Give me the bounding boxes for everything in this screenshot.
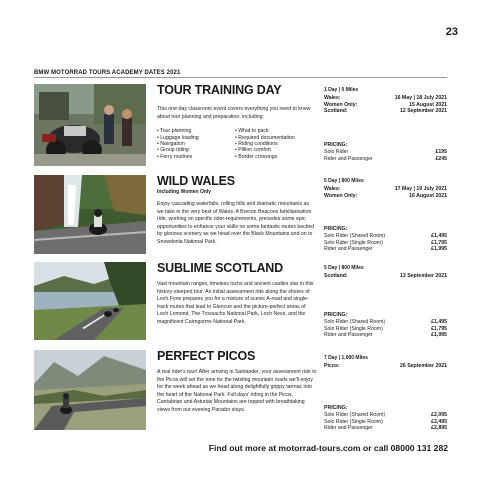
- date-row: [324, 363, 447, 370]
- contact-footer: Find out more at motorrad-tours.com or call 08000 131 282: [208, 443, 448, 453]
- date-value: 12 September 2021: [399, 108, 447, 114]
- date-value: 17 May | 19 July 2021: [394, 186, 447, 192]
- date-label: Women Only:: [324, 192, 358, 199]
- price-value: £1,995: [431, 246, 447, 252]
- price-row: [324, 332, 447, 339]
- price-label: Solo Rider (Single Room): [324, 418, 383, 425]
- date-value: 13 September 2021: [399, 273, 447, 279]
- date-row: [324, 108, 447, 115]
- pricing-label: PRICING:: [324, 312, 348, 318]
- date-row: [324, 273, 447, 280]
- date-value: 15 August 2021: [409, 101, 447, 108]
- tour-duration: 5 Day | 800 Miles: [324, 178, 364, 184]
- section-title: BMW MOTORRAD TOURS ACADEMY DATES 2021: [34, 70, 181, 76]
- list-item: • Navigation: [157, 141, 185, 147]
- tour-description: Vast mountain ranges, timeless lochs and ancient castles star in this history-steeped tour. An initial assessment ride along the shores of Loch Fyne prepares you for a mixture of scenic A-road and single-track routes that lead to Glencoe and the picture-perfect areas of Loch Lomond, The Trossachs National Park, Loch Ness, and the magnificent Cairngorms National Park.: [157, 281, 314, 325]
- riders-with-motorcycles-photo: [34, 84, 146, 166]
- price-value: £1,495: [431, 233, 447, 239]
- list-item: • What to pack: [235, 128, 269, 135]
- price-label: Rider and Passenger: [324, 425, 373, 431]
- price-value: £1,995: [431, 332, 447, 338]
- price-value: £195: [435, 149, 447, 155]
- price-label: Solo Rider (Single Room): [324, 239, 383, 246]
- topic-list: [157, 128, 317, 160]
- list-item: • Tour planning: [157, 128, 192, 135]
- date-label: Scotland:: [324, 108, 348, 114]
- price-label: Rider and Passenger: [324, 155, 373, 162]
- tour-sublime-scotland: [34, 262, 447, 346]
- tour-title: WILD WALES: [157, 174, 235, 188]
- tour-title: SUBLIME SCOTLAND: [157, 261, 283, 275]
- price-label: Solo Rider (Single Room): [324, 325, 383, 332]
- tour-duration: 7 Day | 1,000 Miles: [324, 355, 368, 361]
- date-row: [324, 193, 447, 200]
- price-value: £2,495: [431, 418, 447, 425]
- date-label: Wales:: [324, 95, 341, 101]
- tour-title: PERFECT PICOS: [157, 349, 256, 363]
- waterfall-road-photo: [34, 175, 146, 254]
- price-value: £1,495: [431, 319, 447, 325]
- price-label: Solo Rider (Shared Room): [324, 412, 386, 418]
- price-row: [324, 156, 447, 163]
- loch-road-photo: [34, 262, 146, 340]
- list-item: • Border crossings: [235, 153, 278, 160]
- price-label: Rider and Passenger: [324, 246, 373, 252]
- pricing-label: PRICING:: [324, 142, 348, 148]
- price-label: Rider and Passenger: [324, 332, 373, 338]
- price-row: [324, 246, 447, 253]
- date-label: Scotland:: [324, 273, 348, 279]
- price-value: £245: [435, 155, 447, 162]
- list-item: • Ferry routines: [157, 153, 193, 160]
- mountain-road-photo: [34, 350, 146, 430]
- tour-wild-wales: [34, 175, 447, 260]
- price-row: [324, 425, 447, 432]
- date-label: Wales:: [324, 186, 341, 192]
- list-item: • Riding conditions: [235, 141, 278, 147]
- price-label: Solo Rider (Shared Room): [324, 233, 386, 239]
- price-value: £1,795: [431, 325, 447, 332]
- tour-training-day: [34, 84, 447, 174]
- tour-duration: 5 Day | 800 Miles: [324, 265, 364, 271]
- tour-description: Enjoy cascading waterfalls, rolling hills and dramatic mountains as we take in the very best of Wales. A Brecon Beacons familiarisation ride, working on specific rider-requirements, precedes some epic opportunities to enhance your skills on some fantastic routes backed by glorious scenery as we head over the Black Mountains and on to Snowdonia National Park.: [157, 201, 315, 245]
- tour-subtitle: Including Women Only: [157, 189, 212, 195]
- date-value: 26 September 2021: [399, 363, 447, 369]
- list-item: • Required documentation: [235, 134, 295, 141]
- page-number: 23: [445, 26, 458, 38]
- date-label: Women Only:: [324, 101, 358, 108]
- tour-duration: 1 Day | 0 Miles: [324, 87, 359, 93]
- price-label: Solo Rider: [324, 149, 349, 155]
- date-label: Picos:: [324, 363, 340, 369]
- tour-description: A real rider's tour! After arriving in Santander, your assessment ride to the Picos will set the tone for the twisting mountain roads we'll enjoy for the week ahead as we head along delightfully grippy tarmac into the heart of the National Park. Full days' riding in the Picos, Cantabrian and Asturias Mountains are topped with breathtaking views from our evening Parador stays.: [157, 369, 317, 413]
- list-item: • Luggage loading: [157, 134, 199, 141]
- tour-description: This one-day classroom event covers everything you need to know about tour planning and preparation, including:: [157, 106, 311, 120]
- price-value: £2,095: [431, 412, 447, 418]
- price-value: £2,895: [431, 425, 447, 431]
- list-item: • Pillion comfort: [235, 147, 271, 154]
- tour-title: TOUR TRAINING DAY: [157, 83, 282, 97]
- pricing-label: PRICING:: [324, 226, 348, 232]
- section-divider: [34, 77, 447, 78]
- date-value: 16 May | 18 July 2021: [394, 95, 447, 101]
- price-value: £1,795: [431, 239, 447, 246]
- tour-perfect-picos: [34, 350, 447, 440]
- list-item: • Group riding: [157, 147, 189, 154]
- price-label: Solo Rider (Shared Room): [324, 319, 386, 325]
- pricing-label: PRICING:: [324, 405, 348, 411]
- date-value: 16 August 2021: [409, 192, 447, 199]
